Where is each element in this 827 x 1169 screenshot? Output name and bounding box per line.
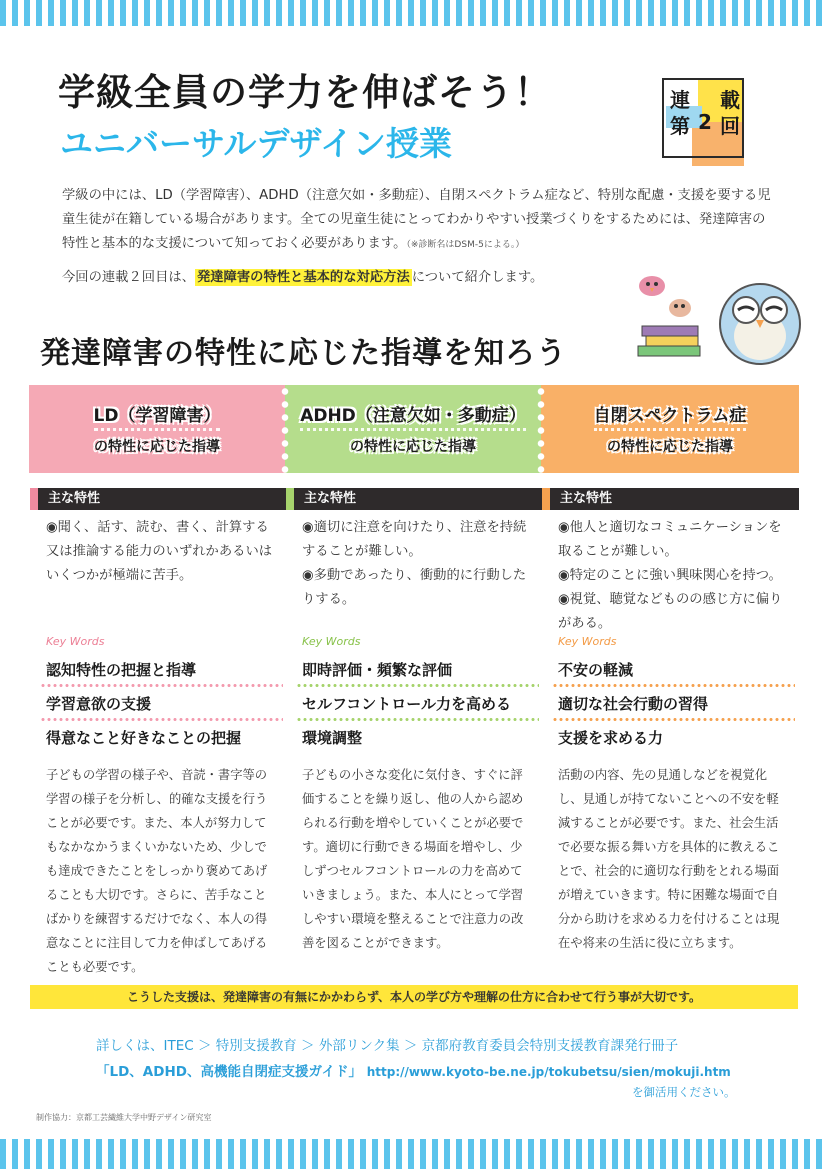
keyword-item: 適切な社会行動の習得 bbox=[558, 695, 709, 713]
features-text-adhd: ◉適切に注意を向けたり、注意を持続することが難しい。 ◉多動であったり、衝動的に行動したりする。 bbox=[302, 520, 527, 607]
keyword-item: 環境調整 bbox=[302, 729, 363, 747]
body-text-asd: 活動の内容、先の見通しなどを視覚化し、見通しが持てないことへの不安を軽減することが必要です。また、社会生活で必要な振る舞い方を具体的に教えることで、社会的に適切な行動をとれる場面が増えていきます。特に困難な場面で自分から助けを求める力を付けることは現在や将来の生活に役に立ちます。 bbox=[558, 768, 780, 950]
page-title: 学級全員の学力を伸ばそう！ bbox=[58, 71, 552, 114]
keyword-divider bbox=[552, 684, 795, 687]
intro-highlight: 発達障害の特性と基本的な対応方法 bbox=[196, 270, 410, 285]
features-bar-adhd: 主な特性 bbox=[286, 488, 542, 510]
guide-title: 「LD、ADHD、高機能自閉症支援ガイド」 bbox=[96, 1064, 363, 1080]
credit: 制作協力：京都工芸繊維大学中野デザイン研究室 bbox=[36, 1113, 212, 1122]
features-text-ld: ◉聞く、話す、読む、書く、計算する又は推論する能力のいずれかあるいはいくつかが極端に苦手。 bbox=[46, 520, 273, 583]
summary-banner: こうした支援は、発達障害の有無にかかわらず、本人の学び方や理解の仕方に合わせて行う事が大切です。 bbox=[30, 985, 798, 1009]
bird2-icon bbox=[669, 299, 691, 317]
keyword-item: 即時評価・頻繁な評価 bbox=[302, 661, 453, 679]
keyword-divider bbox=[40, 684, 283, 687]
page-subtitle: ユニバーサルデザイン授業 bbox=[60, 124, 453, 163]
intro-paragraph: 学級の中には、LD（学習障害）、ADHD（注意欠如・多動症）、自閉スペクトラム症など、特別な配慮・支援を要する児童生徒が在籍している場合があります。全ての児童生徒にとってわかりやすい授業づくりをするためには、発達障害の特性と基本的な支援について知っておく必要があります。（※診断名はDSM-5による。） bbox=[62, 188, 771, 251]
keyword-item: 支援を求める力 bbox=[558, 729, 664, 747]
keyword-item: 不安の軽減 bbox=[558, 661, 634, 679]
keywords-label: Key Words bbox=[302, 635, 361, 648]
top-stripe bbox=[0, 0, 827, 26]
keyword-divider bbox=[296, 718, 539, 721]
owl-icon bbox=[720, 284, 800, 364]
intro-note: （※診断名はDSM-5による。） bbox=[406, 240, 525, 250]
bottom-stripe bbox=[0, 1139, 827, 1169]
features-text-asd: ◉他人と適切なコミュニケーションを取ることが難しい。 ◉特定のことに強い興味関心を持つ。 ◉視覚、聴覚などものの感じ方に偏りがある。 bbox=[558, 520, 783, 631]
guide-url-link[interactable]: http://www.kyoto-be.ne.jp/tokubetsu/sien/mokuji.htm bbox=[366, 1065, 731, 1079]
bird-icon bbox=[639, 276, 665, 296]
keyword-item: セルフコントロール力を高める bbox=[302, 695, 511, 713]
info-closing: を御活用ください。 bbox=[632, 1085, 736, 1099]
books-icon bbox=[638, 326, 700, 356]
keyword-item: 学習意欲の支援 bbox=[46, 695, 152, 713]
keywords-label: Key Words bbox=[46, 635, 105, 648]
features-bar-ld: 主な特性 bbox=[30, 488, 286, 510]
section-title: 発達障害の特性に応じた指導を知ろう bbox=[40, 336, 567, 371]
column-header-adhd: ADHD（注意欠如・多動症） の特性に応じた指導 bbox=[285, 385, 541, 473]
keyword-item: 得意なこと好きなことの把握 bbox=[46, 729, 242, 747]
features-bar-asd: 主な特性 bbox=[542, 488, 799, 510]
keyword-divider bbox=[552, 718, 795, 721]
keyword-divider bbox=[40, 718, 283, 721]
keyword-divider bbox=[296, 684, 539, 687]
series-badge: 連 載 第 2 回 bbox=[662, 78, 744, 158]
column-divider bbox=[281, 385, 289, 473]
owl-books-illustration bbox=[628, 268, 808, 368]
column-header-asd: 自閉スペクトラム症 の特性に応じた指導 bbox=[541, 385, 799, 473]
intro-line2: 今回の連載２回目は、 発達障害の特性と基本的な対応方法 について紹介します。 bbox=[62, 270, 544, 285]
column-divider bbox=[537, 385, 545, 473]
keywords-label: Key Words bbox=[558, 635, 617, 648]
keyword-item: 認知特性の把握と指導 bbox=[46, 661, 197, 679]
body-text-adhd: 子どもの小さな変化に気付き、すぐに評価することを繰り返し、他の人から認められる行動を増やしていくことが必要です。適切に行動できる場面を増やし、少しずつセルフコントロールの力を高めていきましょう。また、本人にとって学習しやすい環境を整えることで注意力の改善を図ることができます。 bbox=[302, 768, 524, 950]
column-header-ld: LD（学習障害） の特性に応じた指導 bbox=[29, 385, 285, 473]
body-text-ld: 子どもの学習の様子や、音読・書字等の学習の様子を分析し、的確な支援を行うことが必要です。また、本人が努力してもなかなかうまくいかないため、少しでも達成できたことをしっかり褒めてあげることも大切です。さらに、苦手なことばかりを練習するだけでなく、本人の得意なことに注目して力を伸ばしてあげることも必要です。 bbox=[46, 768, 268, 974]
info-guide bbox=[96, 1060, 731, 1080]
info-breadcrumb: 詳しくは、ITEC ＞ 特別支援教育 ＞ 外部リンク集 ＞ 京都府教育委員会特別支援教育課発行冊子 bbox=[96, 1038, 679, 1054]
